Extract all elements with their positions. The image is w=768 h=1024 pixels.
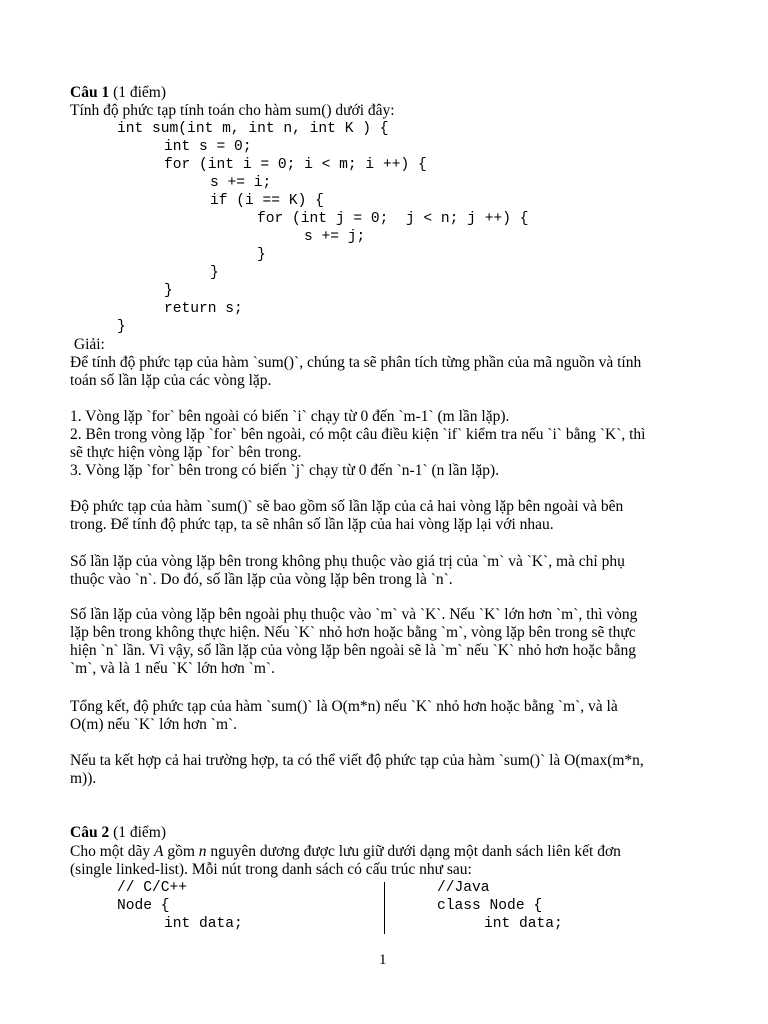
code-line: } [210, 265, 219, 281]
solution-line: `m`, và là 1 nếu `K` lớn hơn `m`. [70, 660, 275, 677]
code-line: } [257, 247, 266, 263]
solution-line: toán số lần lặp của các vòng lặp. [70, 372, 272, 389]
q2-prompt-line2: (single linked-list). Mỗi nút trong danh sách có cấu trúc như sau: [70, 861, 472, 878]
q1-title-bold: Câu 1 [70, 84, 110, 101]
solution-line: lặp bên trong không thực hiện. Nếu `K` nhỏ hơn hoặc bằng `m`, vòng lặp bên trong sẽ thực [70, 624, 636, 641]
q2-title [70, 824, 166, 842]
code-line: int sum(int m, int n, int K ) { [117, 121, 389, 137]
java-code-line: int data; [484, 916, 563, 932]
column-divider [384, 882, 385, 934]
code-line: s += i; [210, 175, 272, 191]
solution-line: hiện `n` lần. Vì vậy, số lần lặp của vòng lặp bên ngoài sẽ là `m` nếu `K` nhỏ hơn hoặc bằng [70, 642, 637, 659]
solution-line: trong. Để tính độ phức tạp, ta sẽ nhân số lần lặp của hai vòng lặp lại với nhau. [70, 516, 554, 533]
solution-line: thuộc vào `n`. Do đó, số lần lặp của vòng lặp bên trong là `n`. [70, 571, 453, 588]
page-number: 1 [379, 952, 387, 968]
code-line: if (i == K) { [210, 193, 324, 209]
q2-title-bold: Câu 2 [70, 824, 110, 841]
q2-prompt-b: gồm [163, 843, 199, 860]
solution-line: sẽ thực hiện vòng lặp `for` bên trong. [70, 444, 302, 461]
code-line: } [117, 319, 126, 335]
code-line: s += j; [304, 229, 366, 245]
solution-line: Nếu ta kết hợp cả hai trường hợp, ta có thể viết độ phức tạp của hàm `sum()` là O(max(m*n, [70, 752, 644, 769]
solution-line: m)). [70, 770, 97, 787]
solution-line: Số lần lặp của vòng lặp bên ngoài phụ thuộc vào `m` và `K`. Nếu `K` lớn hơn `m`, thì vòng [70, 606, 638, 623]
solution-label: Giải: [70, 336, 105, 353]
q1-title [70, 84, 166, 102]
q1-title-points: (1 điểm) [109, 84, 167, 101]
solution-line: 1. Vòng lặp `for` bên ngoài có biến `i` chạy từ 0 đến `m-1` (m lần lặp). [70, 408, 510, 425]
q2-prompt [70, 843, 621, 861]
q2-title-points: (1 điểm) [109, 824, 167, 841]
solution-line: 2. Bên trong vòng lặp `for` bên ngoài, có một câu điều kiện `if` kiểm tra nếu `i` bằng `K`, thì [70, 426, 646, 443]
code-line: int s = 0; [164, 139, 252, 155]
solution-line: Để tính độ phức tạp của hàm `sum()`, chúng ta sẽ phân tích từng phần của mã nguồn và tính [70, 354, 642, 371]
code-line: for (int i = 0; i < m; i ++) { [164, 157, 427, 173]
q2-var-n: n [198, 843, 207, 860]
solution-line: Tổng kết, độ phức tạp của hàm `sum()` là O(m*n) nếu `K` nhỏ hơn hoặc bằng `m`, và là [70, 698, 618, 715]
solution-line: Số lần lặp của vòng lặp bên trong không phụ thuộc vào giá trị của `m` và `K`, mà chỉ phụ [70, 553, 625, 570]
q2-prompt-a: Cho một dãy [70, 843, 154, 860]
cpp-code-line: int data; [164, 916, 243, 932]
cpp-code-line: // C/C++ [117, 880, 188, 896]
q2-var-a: A [153, 843, 164, 860]
solution-line: O(m) nếu `K` lớn hơn `m`. [70, 716, 238, 733]
q1-prompt: Tính độ phức tạp tính toán cho hàm sum() dưới đây: [70, 102, 395, 119]
q2-prompt-c: nguyên dương được lưu giữ dưới dạng một danh sách liên kết đơn [206, 843, 621, 860]
code-line: } [164, 283, 173, 299]
solution-line: Độ phức tạp của hàm `sum()` sẽ bao gồm số lần lặp của cả hai vòng lặp bên ngoài và bên [70, 498, 624, 515]
java-code-line: class Node { [437, 898, 543, 914]
cpp-code-line: Node { [117, 898, 170, 914]
java-code-line: //Java [437, 880, 490, 896]
code-line: return s; [164, 301, 243, 317]
code-line: for (int j = 0; j < n; j ++) { [257, 211, 529, 227]
solution-line: 3. Vòng lặp `for` bên trong có biến `j` chạy từ 0 đến `n-1` (n lần lặp). [70, 462, 500, 479]
